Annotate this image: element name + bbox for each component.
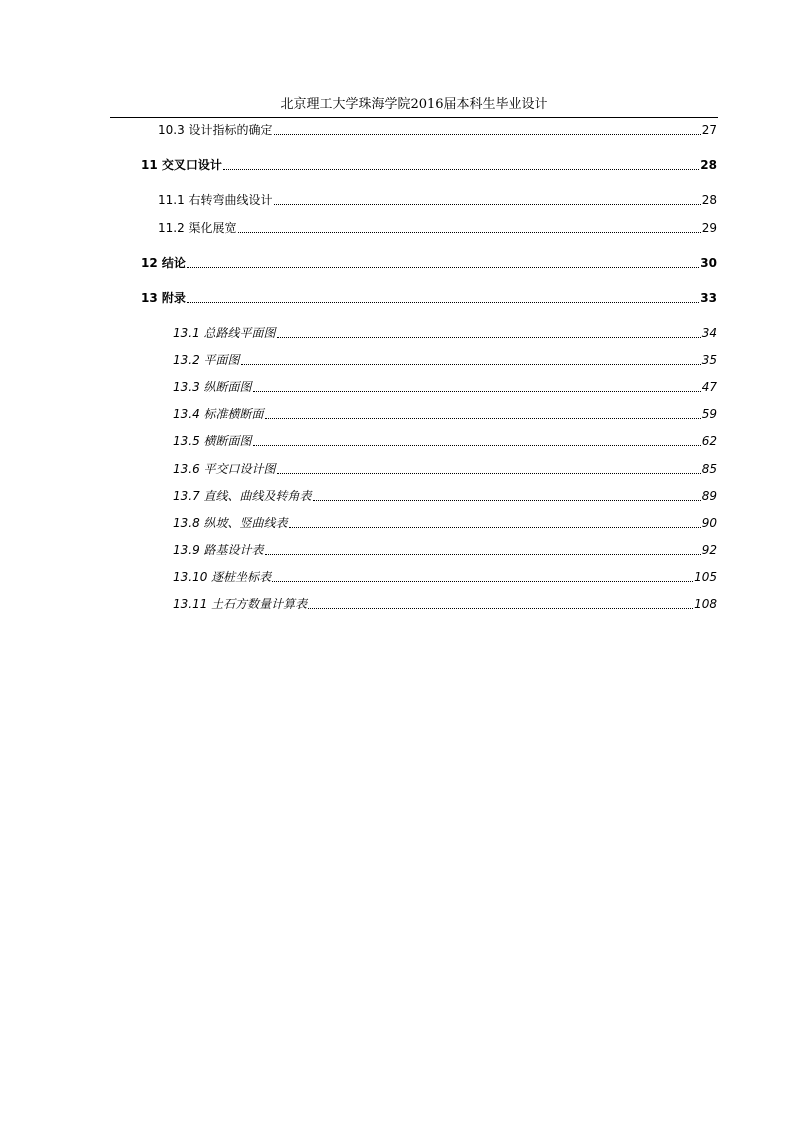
toc-entry-label: 13.3 纵断面图: [173, 380, 252, 394]
toc-entry[interactable]: [141, 254, 717, 272]
toc-entry-label: 13.1 总路线平面图: [173, 326, 276, 340]
toc-entry[interactable]: [173, 405, 717, 423]
toc-entry-page: 33: [700, 291, 717, 305]
toc-leader-dots: [187, 302, 699, 303]
toc-entry[interactable]: [173, 487, 717, 505]
toc-leader-dots: [274, 204, 701, 205]
toc-leader-dots: [241, 364, 701, 365]
toc-entry-page: 28: [700, 158, 717, 172]
toc-entry-label: 11 交叉口设计: [141, 158, 222, 172]
toc-entry-page: 29: [701, 221, 717, 235]
toc-entry[interactable]: [158, 121, 717, 139]
toc-entry-label: 13 附录: [141, 291, 186, 305]
toc-entry-page: 92: [701, 543, 717, 557]
toc-entry[interactable]: [173, 378, 717, 396]
toc-entry-page: 108: [694, 597, 717, 611]
toc-entry[interactable]: [141, 289, 717, 307]
toc-entry[interactable]: [158, 219, 717, 237]
toc-entry-label: 10.3 设计指标的确定: [158, 123, 273, 137]
toc-entry-page: 59: [701, 407, 717, 421]
toc-entry-label: 11.2 渠化展宽: [158, 221, 237, 235]
toc-entry-page: 28: [701, 193, 717, 207]
toc-entry-label: 13.7 直线、曲线及转角表: [173, 489, 312, 503]
toc-entry-label: 13.6 平交口设计图: [173, 462, 276, 476]
toc-entry-page: 27: [701, 123, 717, 137]
toc-entry-page: 85: [701, 462, 717, 476]
toc-entry-page: 89: [701, 489, 717, 503]
toc-leader-dots: [253, 445, 701, 446]
toc-entry[interactable]: [173, 351, 717, 369]
toc-entry[interactable]: [141, 156, 717, 174]
toc-entry-page: 90: [701, 516, 717, 530]
toc-entry[interactable]: [173, 324, 717, 342]
toc-leader-dots: [272, 581, 693, 582]
toc-entry[interactable]: [173, 568, 717, 586]
toc-entry-page: 35: [701, 353, 717, 367]
toc-entry-page: 105: [694, 570, 717, 584]
toc-leader-dots: [277, 473, 701, 474]
toc-entry[interactable]: [173, 541, 717, 559]
toc-entry-label: 13.4 标准横断面: [173, 407, 264, 421]
toc-entry-page: 30: [700, 256, 717, 270]
toc-leader-dots: [289, 527, 701, 528]
toc-entry-label: 13.10 逐桩坐标表: [173, 570, 272, 584]
toc-entry-label: 13.11 土石方数量计算表: [173, 597, 308, 611]
toc-entry[interactable]: [173, 514, 717, 532]
toc-entry-label: 11.1 右转弯曲线设计: [158, 193, 273, 207]
toc-entry-page: 62: [701, 434, 717, 448]
toc-leader-dots: [187, 267, 699, 268]
toc-entry-page: 34: [701, 326, 717, 340]
toc-leader-dots: [277, 337, 701, 338]
toc-leader-dots: [223, 169, 699, 170]
toc-entry-page: 47: [701, 380, 717, 394]
toc-entry[interactable]: [158, 191, 717, 209]
toc-entry[interactable]: [173, 595, 717, 613]
toc-leader-dots: [265, 554, 701, 555]
toc-entry-label: 13.9 路基设计表: [173, 543, 264, 557]
toc-entry-label: 13.5 横断面图: [173, 434, 252, 448]
toc-entry-label: 12 结论: [141, 256, 186, 270]
toc-entry-label: 13.2 平面图: [173, 353, 240, 367]
toc-leader-dots: [253, 391, 701, 392]
toc-leader-dots: [265, 418, 701, 419]
toc-leader-dots: [308, 608, 693, 609]
toc-leader-dots: [238, 232, 701, 233]
toc-leader-dots: [274, 134, 701, 135]
header-title: 北京理工大学珠海学院2016届本科生毕业设计: [280, 97, 548, 112]
toc-entry[interactable]: [173, 432, 717, 450]
toc-entry-label: 13.8 纵坡、竖曲线表: [173, 516, 288, 530]
toc-leader-dots: [313, 500, 701, 501]
toc-entry[interactable]: [173, 460, 717, 478]
